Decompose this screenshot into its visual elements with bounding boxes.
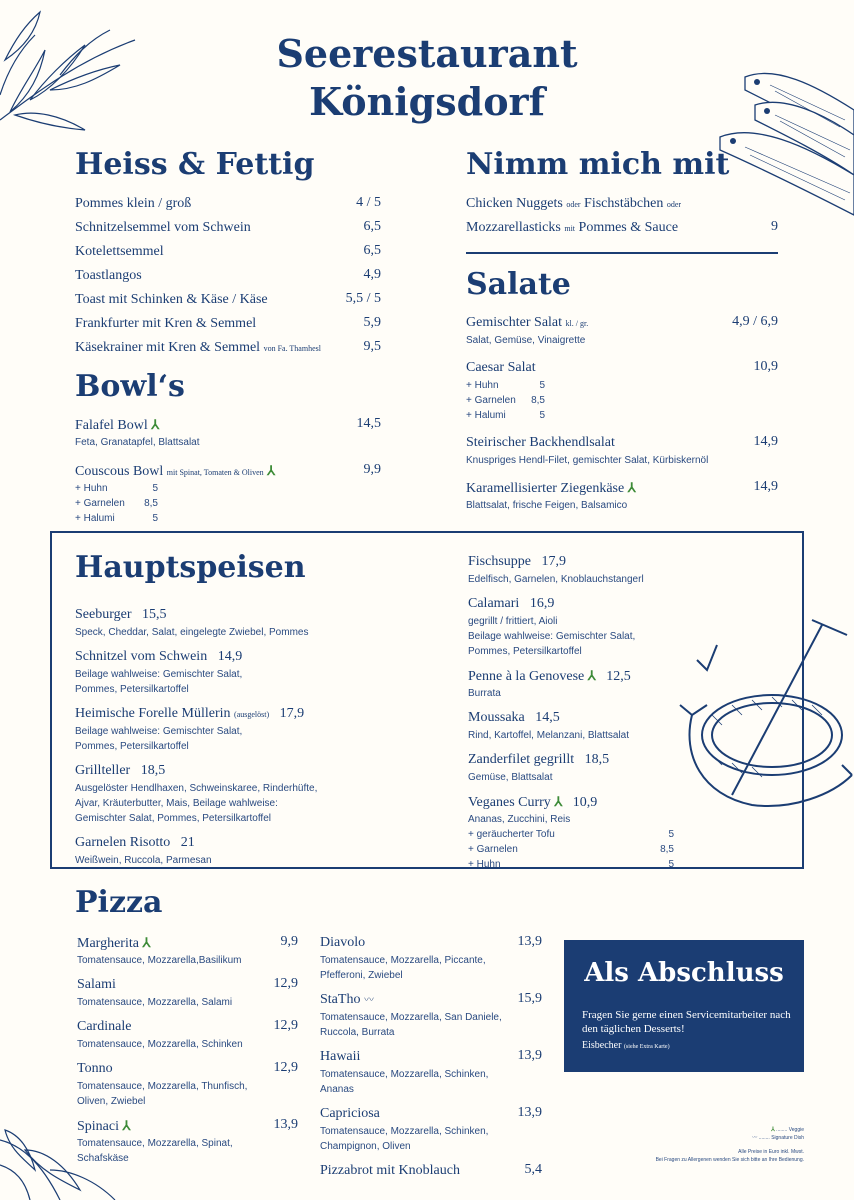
haupt-item-desc: Rind, Kartoffel, Melanzani, Blattsalat — [468, 730, 630, 741]
salat-extra-price: 8,5 — [531, 395, 545, 406]
pizza-item-desc: Schafskäse — [77, 1153, 129, 1164]
pizza-item-desc: Tomatensauce, Mozzarella, San Daniele, — [320, 1012, 502, 1023]
heiss-item-price: 5,9 — [363, 315, 381, 330]
salat-item-name: Caesar Salat — [466, 360, 536, 375]
salat-extra-price: 5 — [539, 380, 545, 391]
nimm-oder-2: oder — [666, 200, 682, 209]
salat-item-name: Steirischer Backhendlsalat — [466, 435, 615, 450]
bowl-extra-price: 5 — [152, 513, 158, 524]
haupt-item-name: Calamari — [468, 596, 520, 611]
menu-item-name — [75, 315, 256, 333]
haupt-item-price: 15,5 — [142, 607, 167, 622]
pizza-item-price: 13,9 — [517, 934, 542, 949]
dessert-extra — [582, 1040, 670, 1051]
menu-item-name — [320, 1048, 360, 1066]
section-title-haupt: Hauptspeisen — [75, 550, 306, 585]
legend-signature-icon: 〰 — [752, 1135, 758, 1141]
pizza-item-desc: Tomatensauce, Mozzarella, Schinken — [77, 1039, 243, 1050]
menu-item-name — [468, 709, 560, 727]
menu-item-name — [77, 976, 116, 994]
haupt-item-name: Zanderfilet gegrillt — [468, 752, 575, 767]
haupt-item-desc: Ajvar, Kräuterbutter, Mais, Beilage wahlweise: — [75, 798, 278, 809]
legend-line-1: Alle Preise in Euro inkl. Mwst. — [738, 1149, 804, 1155]
bowl-extra-price: 8,5 — [144, 498, 158, 509]
haupt-extra-price: 8,5 — [660, 844, 674, 855]
pizza-item-price: 15,9 — [517, 991, 542, 1006]
haupt-item-name: Fischsuppe — [468, 554, 531, 569]
menu-item-name — [75, 834, 195, 852]
section-title-heiss: Heiss & Fettig — [75, 147, 315, 182]
haupt-item-name: Moussaka — [468, 710, 525, 725]
haupt-item-price: 10,9 — [572, 795, 598, 810]
haupt-item-desc: Pommes, Petersilkartoffel — [75, 684, 189, 695]
salat-extra-name: + Garnelen — [466, 395, 516, 406]
haupt-item-desc: Burrata — [468, 688, 501, 699]
legend-veggie-icon: ⅄ — [771, 1127, 775, 1133]
nimm-line-2 — [466, 219, 678, 238]
pizza-item-name: Salami — [77, 977, 116, 992]
haupt-item-desc: Pommes, Petersilkartoffel — [75, 741, 189, 752]
pizza-item-name: Spinaci — [77, 1119, 119, 1134]
haupt-item-name: Heimische Forelle Müllerin — [75, 706, 231, 721]
menu-item-name — [468, 595, 554, 613]
menu-item-name — [468, 667, 631, 686]
veggie-icon: ⅄ — [554, 794, 563, 809]
pizza-item-desc: Tomatensauce, Mozzarella, Spinat, — [77, 1138, 233, 1149]
menu-item-name — [466, 314, 588, 333]
section-title-pizza: Pizza — [75, 885, 163, 920]
haupt-item-price: 14,5 — [535, 710, 560, 725]
pizza-item-price: 12,9 — [273, 1060, 298, 1075]
haupt-item-name: Penne à la Genovese — [468, 669, 585, 684]
pizza-item-desc: Tomatensauce, Mozzarella,Basilikum — [77, 955, 242, 966]
pizza-item-desc: Tomatensauce, Mozzarella, Schinken, — [320, 1069, 489, 1080]
pizza-item-price: 13,9 — [517, 1048, 542, 1063]
haupt-item-name: Veganes Curry — [468, 795, 551, 810]
salat-extra-price: 5 — [539, 410, 545, 421]
heiss-item-name: Pommes klein / groß — [75, 196, 192, 211]
menu-item-name — [320, 991, 374, 1010]
haupt-item-desc: Gemüse, Blattsalat — [468, 772, 553, 783]
haupt-item-desc: Gemischter Salat, Pommes, Petersilkartoffel — [75, 813, 271, 824]
menu-item-name — [466, 359, 536, 377]
bowl-extra-price: 5 — [152, 483, 158, 494]
pizza-item-desc: Champignon, Oliven — [320, 1141, 411, 1152]
pizza-item-price: 13,9 — [273, 1117, 298, 1132]
pizza-item-name: Pizzabrot mit Knoblauch — [320, 1163, 460, 1178]
legend-signature-label: Signature Dish — [771, 1135, 804, 1141]
nimm-item-pommes-sauce: Pommes & Sauce — [578, 220, 679, 235]
legend — [600, 1126, 804, 1164]
pizza-item-name: Capriciosa — [320, 1106, 380, 1121]
menu-item-name — [77, 1060, 113, 1078]
haupt-item-name: Seeburger — [75, 607, 132, 622]
menu-item-name — [75, 648, 242, 666]
bowl-extra-name: + Huhn — [75, 483, 108, 494]
pizza-item-desc: Ananas — [320, 1084, 354, 1095]
haupt-extra-price: 5 — [668, 859, 674, 870]
menu-item-name — [75, 195, 191, 213]
menu-item-name — [75, 606, 167, 624]
restaurant-title — [0, 30, 854, 126]
salat-item-price: 4,9 / 6,9 — [732, 314, 778, 329]
pizza-item-desc: Ruccola, Burrata — [320, 1027, 395, 1038]
pizza-item-desc: Tomatensauce, Mozzarella, Thunfisch, — [77, 1081, 248, 1092]
menu-item-name — [75, 267, 142, 285]
heiss-item-price: 5,5 / 5 — [345, 291, 381, 306]
nimm-item-fischstaebchen: Fischstäbchen — [584, 196, 664, 211]
menu-item-name — [468, 553, 566, 571]
salat-item-desc: Knuspriges Hendl-Filet, gemischter Salat, Kürbiskernöl — [466, 455, 709, 466]
haupt-item-price: 14,9 — [217, 649, 243, 664]
dessert-box — [564, 940, 804, 1072]
menu-item-name — [75, 243, 164, 261]
heiss-item-price: 6,5 — [363, 243, 381, 258]
heiss-item-price: 4,9 — [363, 267, 381, 282]
pizza-item-name: StaTho — [320, 992, 361, 1007]
haupt-item-price: 17,9 — [541, 554, 566, 569]
salat-extra-name: + Halumi — [466, 410, 506, 421]
section-title-bowls: Bowl‘s — [75, 369, 185, 404]
heiss-item-name: Schnitzelsemmel vom Schwein — [75, 220, 251, 235]
nimm-oder-1: oder — [566, 200, 581, 209]
salat-item-name: Karamellisierter Ziegenkäse — [466, 481, 625, 496]
legend-veggie: ⅄ ........ Veggie — [771, 1127, 804, 1133]
pizza-item-price: 5,4 — [524, 1162, 542, 1177]
menu-item-name — [77, 1117, 130, 1136]
nimm-divider — [466, 252, 778, 254]
haupt-item-desc: Ananas, Zucchini, Reis — [468, 814, 571, 825]
haupt-extra-price: 5 — [668, 829, 674, 840]
bowl-item-name: Falafel Bowl — [75, 418, 148, 433]
legend-line-2: Bei Fragen zu Allergenen wenden Sie sich bitte an Ihre Bedienung. — [655, 1157, 804, 1163]
menu-item-name — [468, 751, 609, 769]
nimm-line-1 — [466, 195, 681, 214]
legend-signature: 〰 ........ Signature Dish — [752, 1135, 804, 1141]
menu-item-name — [320, 1105, 380, 1123]
bowl-item-price: 9,9 — [363, 462, 381, 477]
pizza-item-price: 12,9 — [273, 1018, 298, 1033]
salat-item-note: kl. / gr. — [565, 319, 589, 328]
pizza-item-desc: Pfefferoni, Zwiebel — [320, 970, 403, 981]
haupt-item-price: 21 — [180, 835, 195, 850]
menu-item-name — [320, 1162, 460, 1180]
restaurant-name-line2: Königsdorf — [309, 79, 545, 124]
haupt-item-desc: Edelfisch, Garnelen, Knoblauchstangerl — [468, 574, 644, 585]
menu-item-name — [75, 762, 165, 780]
bowl-extra-name: + Garnelen — [75, 498, 125, 509]
pizza-item-name: Cardinale — [77, 1019, 132, 1034]
menu-item-name — [75, 291, 268, 309]
haupt-item-desc: Weißwein, Ruccola, Parmesan — [75, 855, 212, 866]
menu-item-name — [466, 479, 636, 498]
menu-item-name — [75, 462, 275, 482]
haupt-extra-name: + geräucherter Tofu — [468, 829, 555, 840]
nimm-mit: mit — [564, 224, 576, 233]
bowl-extra-name: + Halumi — [75, 513, 115, 524]
heiss-item-price: 9,5 — [363, 339, 381, 354]
veggie-icon: ⅄ — [267, 463, 276, 478]
heiss-item-name: Kotelettsemmel — [75, 244, 164, 259]
salat-item-name: Gemischter Salat — [466, 315, 563, 330]
haupt-item-price: 16,9 — [529, 596, 555, 611]
section-title-salate: Salate — [466, 267, 571, 302]
veggie-icon: ⅄ — [627, 480, 636, 495]
salat-item-price: 14,9 — [753, 479, 778, 494]
heiss-item-name: Toast mit Schinken & Käse / Käse — [75, 292, 268, 307]
haupt-item-name: Grillteller — [75, 763, 131, 778]
veggie-icon: ⅄ — [587, 668, 596, 683]
menu-item-name — [77, 934, 150, 953]
haupt-item-price: 18,5 — [584, 752, 610, 767]
heiss-item-name: Toastlangos — [75, 268, 142, 283]
dessert-title: Als Abschluss — [584, 958, 784, 988]
menu-item-name — [77, 1018, 131, 1036]
pizza-item-price: 12,9 — [273, 976, 298, 991]
heiss-item-name: Frankfurter mit Kren & Semmel — [75, 316, 257, 331]
menu-item-name — [75, 705, 304, 724]
menu-item-name — [75, 416, 159, 435]
pizza-item-desc: Tomatensauce, Mozzarella, Salami — [77, 997, 233, 1008]
nimm-item-mozzarellasticks: Mozzarellasticks — [466, 220, 561, 235]
dessert-extra-note: (siehe Extra Karte) — [623, 1044, 670, 1050]
salat-item-desc: Blattsalat, frische Feigen, Balsamico — [466, 500, 628, 511]
haupt-item-price: 18,5 — [140, 763, 166, 778]
pizza-item-desc: Tomatensauce, Mozzarella, Schinken, — [320, 1126, 489, 1137]
salat-item-price: 14,9 — [753, 434, 778, 449]
bowl-item-price: 14,5 — [356, 416, 381, 431]
legend-veggie-label: Veggie — [788, 1127, 804, 1133]
restaurant-name-line1: Seerestaurant — [276, 31, 578, 76]
menu-item-name — [466, 434, 615, 452]
haupt-item-price: 17,9 — [279, 706, 305, 721]
salat-item-price: 10,9 — [753, 359, 778, 374]
haupt-extra-name: + Huhn — [468, 859, 501, 870]
section-title-nimm: Nimm mich mit — [466, 147, 730, 182]
pizza-item-desc: Oliven, Zwiebel — [77, 1096, 146, 1107]
pizza-item-name: Tonno — [77, 1061, 113, 1076]
veggie-icon: ⅄ — [142, 935, 151, 950]
menu-item-name — [75, 339, 321, 358]
haupt-item-price: 12,5 — [606, 669, 631, 684]
veggie-icon: ⅄ — [151, 417, 160, 432]
haupt-item-desc: Pommes, Petersilkartoffel — [468, 646, 582, 657]
haupt-item-desc: Ausgelöster Hendlhaxen, Schweinskaree, Rinderhüfte, — [75, 783, 318, 794]
pizza-item-desc: Tomatensauce, Mozzarella, Piccante, — [320, 955, 486, 966]
pizza-item-name: Diavolo — [320, 935, 366, 950]
haupt-item-note: (ausgelöst) — [234, 710, 270, 719]
heiss-item-note: von Fa. Thamhesl — [263, 344, 321, 353]
pizza-item-name: Hawaii — [320, 1049, 361, 1064]
haupt-extra-name: + Garnelen — [468, 844, 518, 855]
heiss-item-name: Käsekrainer mit Kren & Semmel — [75, 340, 261, 355]
haupt-item-desc: Beilage wahlweise: Gemischter Salat, — [75, 669, 243, 680]
nimm-price: 9 — [771, 219, 778, 234]
salat-extra-name: + Huhn — [466, 380, 499, 391]
menu-item-name — [320, 934, 365, 952]
menu-item-name — [468, 793, 597, 812]
menu-item-name — [75, 219, 251, 237]
pizza-item-name: Margherita — [77, 936, 139, 951]
salat-item-desc: Salat, Gemüse, Vinaigrette — [466, 335, 586, 346]
haupt-item-name: Schnitzel vom Schwein — [75, 649, 208, 664]
veggie-icon: ⅄ — [122, 1118, 131, 1133]
nimm-item-nuggets: Chicken Nuggets — [466, 196, 563, 211]
bowl-item-desc: Feta, Granatapfel, Blattsalat — [75, 437, 200, 448]
haupt-item-desc: Speck, Cheddar, Salat, eingelegte Zwiebel, Pommes — [75, 627, 309, 638]
dessert-extra-label: Eisbecher — [582, 1040, 622, 1051]
haupt-item-desc: gegrillt / frittiert, Aioli — [468, 616, 558, 627]
bowl-item-note: mit Spinat, Tomaten & Oliven — [166, 468, 264, 477]
heiss-item-price: 4 / 5 — [356, 195, 381, 210]
bowl-item-name: Couscous Bowl — [75, 464, 164, 479]
haupt-item-desc: Beilage wahlweise: Gemischter Salat, — [75, 726, 243, 737]
heiss-item-price: 6,5 — [363, 219, 381, 234]
signature-dish-icon: 〰 — [363, 995, 374, 1006]
haupt-item-desc: Beilage wahlweise: Gemischter Salat, — [468, 631, 636, 642]
pizza-item-price: 9,9 — [280, 934, 298, 949]
dessert-text: Fragen Sie gerne einen Servicemitarbeiter nach den täglichen Desserts! — [582, 1009, 791, 1035]
haupt-item-name: Garnelen Risotto — [75, 835, 171, 850]
pizza-item-price: 13,9 — [517, 1105, 542, 1120]
